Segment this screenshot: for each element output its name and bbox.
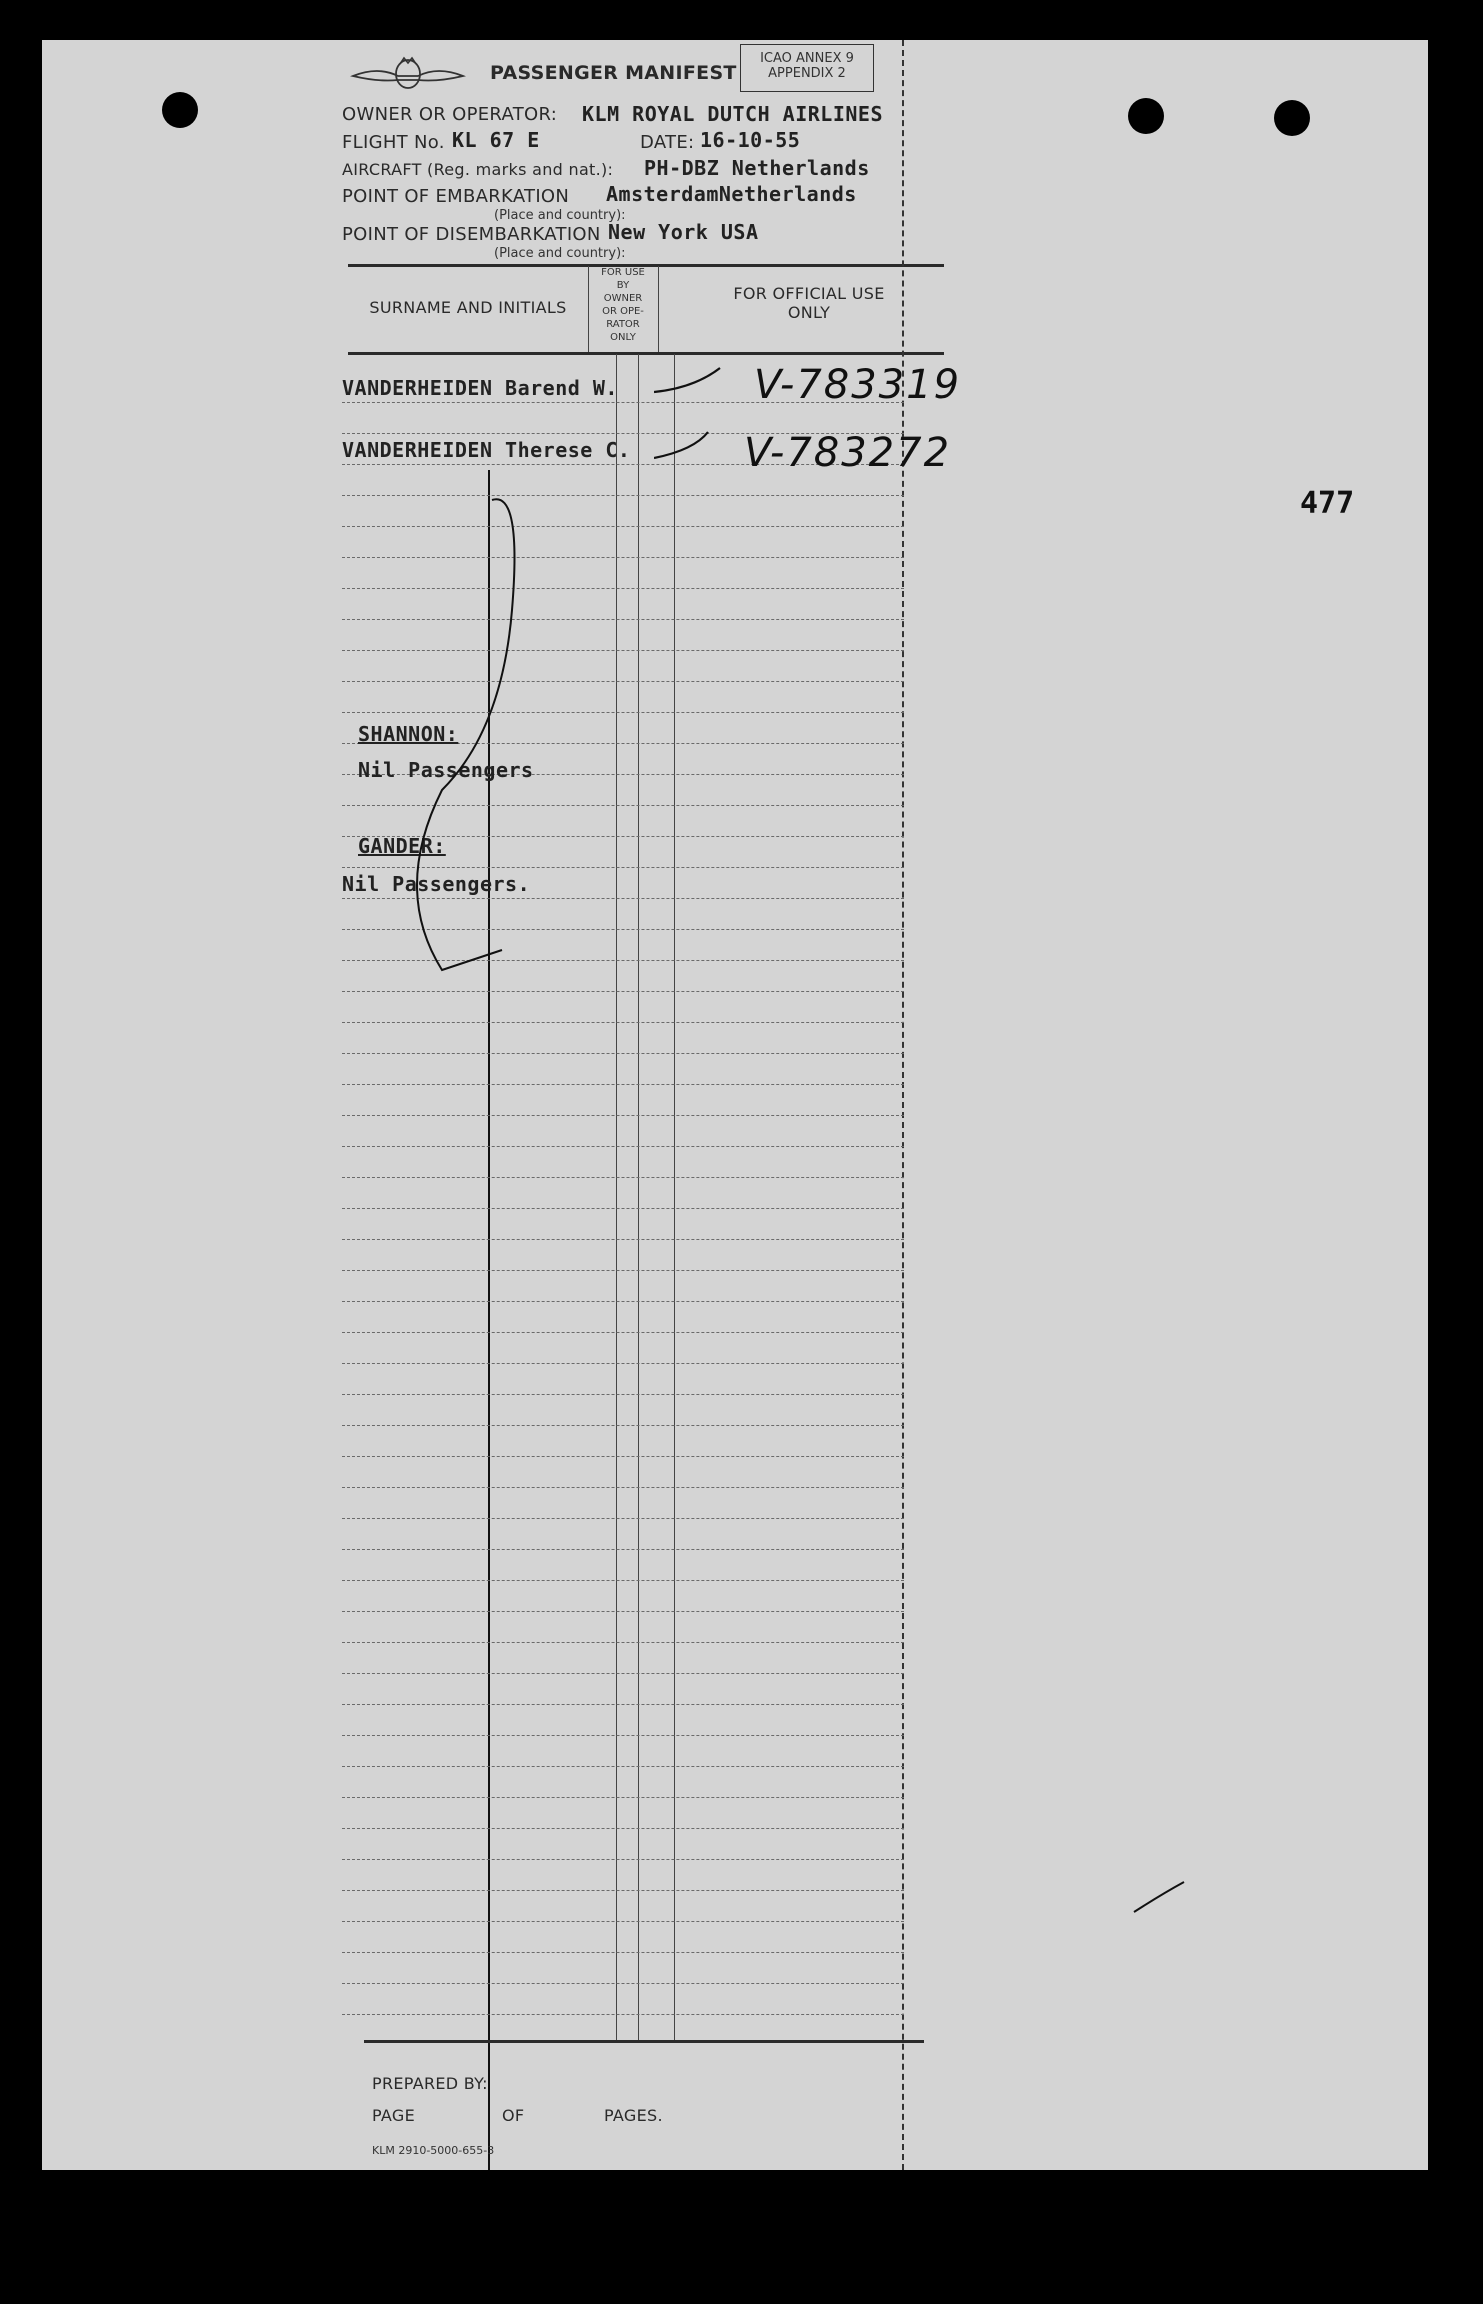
ruled-line — [342, 1456, 904, 1457]
ruled-line — [342, 1425, 904, 1426]
of-label: OF — [502, 2106, 525, 2125]
ruled-line — [342, 1053, 904, 1054]
prepared-by-label: PREPARED BY: — [372, 2074, 488, 2093]
disembarkation-label: POINT OF DISEMBARKATION — [342, 224, 601, 245]
column-divider-1 — [588, 266, 589, 352]
ruled-line — [342, 1828, 904, 1829]
stray-pen-mark-icon — [1132, 1876, 1192, 1916]
flight-label: FLIGHT No. — [342, 132, 445, 153]
ruled-line — [342, 1859, 904, 1860]
margin-page-number: 477 — [1300, 486, 1355, 521]
ruled-line — [342, 1797, 904, 1798]
footer-rule — [364, 2040, 924, 2043]
ruled-line — [342, 1487, 904, 1488]
ruled-line — [342, 1735, 904, 1736]
ruled-line — [342, 1983, 904, 1984]
annex-line-1: ICAO ANNEX 9 — [760, 51, 854, 66]
aircraft-label: AIRCRAFT (Reg. marks and nat.): — [342, 160, 614, 179]
ruled-line — [342, 2014, 904, 2015]
ruled-line — [342, 1270, 904, 1271]
place-note-embark: (Place and country): — [494, 208, 626, 223]
ruled-line — [342, 1115, 904, 1116]
official-use-line-2: ONLY — [787, 303, 831, 322]
klm-crown-logo-icon — [348, 54, 468, 94]
ruled-line — [342, 1611, 904, 1612]
ruled-line — [342, 1146, 904, 1147]
ruled-line — [342, 1673, 904, 1674]
ruled-line — [342, 1518, 904, 1519]
ruled-line — [342, 1208, 904, 1209]
annex-line-2: APPENDIX 2 — [768, 66, 846, 81]
ruled-line — [342, 1301, 904, 1302]
ruled-line — [342, 1642, 904, 1643]
punch-hole-left — [162, 92, 198, 128]
ruled-line — [342, 991, 904, 992]
ruled-line — [342, 1022, 904, 1023]
passenger-2-name: VANDERHEIDEN Therese C. — [342, 438, 631, 462]
embarkation-value: AmsterdamNetherlands — [606, 182, 857, 206]
check-mark-icon — [654, 358, 774, 468]
punch-hole-right-1 — [1128, 98, 1164, 134]
punch-hole-right-2 — [1274, 100, 1310, 136]
ruled-line — [342, 1549, 904, 1550]
ruled-line — [342, 1890, 904, 1891]
form-right-edge — [902, 40, 904, 2170]
gander-heading: GANDER: — [358, 834, 446, 858]
owner-use-line-2: BY — [616, 280, 630, 291]
ruled-line — [342, 1332, 904, 1333]
shannon-text: Nil Passengers — [358, 758, 534, 782]
ruled-line — [342, 1766, 904, 1767]
ruled-line — [342, 1704, 904, 1705]
aircraft-value: PH-DBZ Netherlands — [644, 156, 870, 180]
disembarkation-value: New York USA — [608, 220, 759, 244]
column-divider-owner-left — [616, 354, 617, 2040]
column-divider-owner-right — [638, 354, 639, 2040]
column-divider-2 — [658, 266, 659, 352]
ruled-line — [342, 1084, 904, 1085]
owner-use-line-6: ONLY — [610, 332, 636, 343]
ruled-line — [342, 1177, 904, 1178]
date-value: 16-10-55 — [700, 128, 801, 152]
owner-use-line-3: OWNER — [603, 293, 643, 304]
owner-use-line-4: OR OPE- — [602, 306, 644, 317]
place-note-disembark: (Place and country): — [494, 246, 626, 261]
owner-use-line-1: FOR USE — [601, 267, 645, 278]
col-header-owner-use — [588, 266, 658, 344]
icao-annex-box — [740, 44, 874, 92]
passenger-1-official-number: V-783319 — [754, 362, 962, 408]
ruled-line — [342, 1580, 904, 1581]
official-use-line-1: FOR OFFICIAL USE — [733, 284, 885, 303]
column-divider-official — [674, 354, 675, 2040]
gander-text: Nil Passengers. — [342, 872, 531, 896]
owner-use-line-5: RATOR — [606, 319, 640, 330]
embarkation-label: POINT OF EMBARKATION — [342, 186, 570, 207]
ruled-line — [342, 1394, 904, 1395]
owner-label: OWNER OR OPERATOR: — [342, 104, 558, 125]
pages-label: PAGES. — [604, 2106, 663, 2125]
ruled-line — [342, 1239, 904, 1240]
passenger-2-official-number: V-783272 — [744, 430, 952, 476]
page-label: PAGE — [372, 2106, 415, 2125]
manifest-title: PASSENGER MANIFEST — [490, 62, 737, 84]
form-code: KLM 2910-5000-655-3 — [372, 2144, 495, 2157]
col-header-surname: SURNAME AND INITIALS — [369, 298, 567, 317]
header-bottom-rule — [348, 352, 944, 355]
owner-value: KLM ROYAL DUTCH AIRLINES — [582, 102, 883, 126]
passenger-1-name: VANDERHEIDEN Barend W. — [342, 376, 618, 400]
shannon-heading: SHANNON: — [358, 722, 459, 746]
ruled-line — [342, 1363, 904, 1364]
ruled-line — [342, 1921, 904, 1922]
manifest-page — [42, 40, 1428, 2170]
handwritten-bracket-icon — [372, 490, 532, 990]
date-label: DATE: — [640, 132, 695, 153]
flight-value: KL 67 E — [452, 128, 540, 152]
ruled-line — [342, 1952, 904, 1953]
